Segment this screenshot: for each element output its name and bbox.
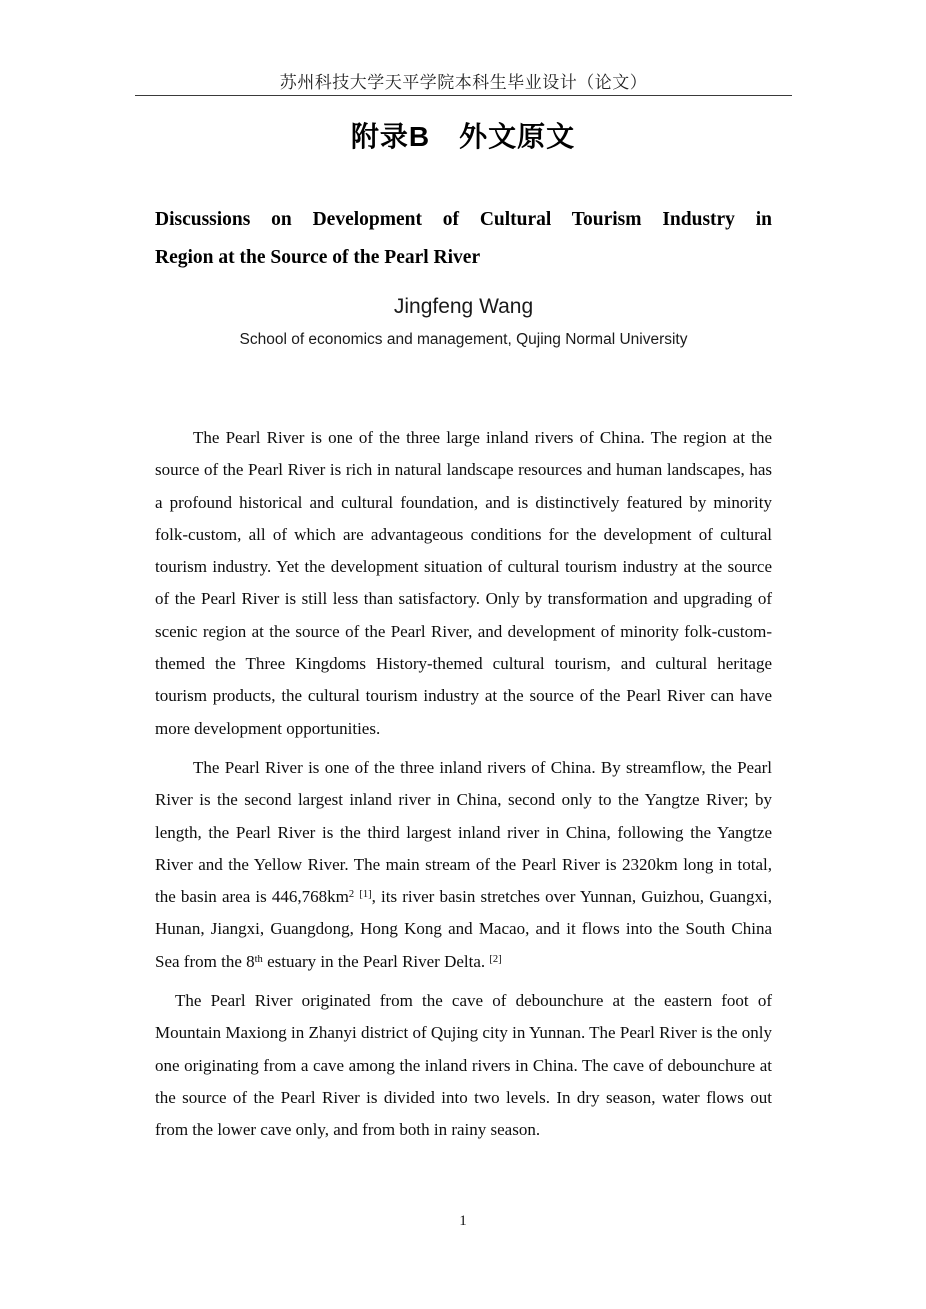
- affiliation: School of economics and management, Qujing Normal University: [239, 331, 688, 348]
- page-number: 1: [459, 1213, 467, 1229]
- appendix-title: 附录B 外文原文: [350, 121, 576, 152]
- superscript-reference: [2]: [489, 953, 502, 965]
- paragraph-text: estuary in the Pearl River Delta.: [262, 951, 490, 971]
- superscript-reference: 2: [348, 889, 355, 901]
- article-title: [155, 201, 772, 276]
- paragraph-text: , its river basin stretches over Yunnan, Guizhou, Guangxi, Hunan, Jiangxi, Guangdong, Hong Kong and Macao, and it flows into the South China Sea from the 8: [155, 887, 773, 971]
- paragraph: [155, 422, 772, 745]
- paragraph: [155, 985, 772, 1146]
- article-title-line2: Region at the Source of the Pearl River: [155, 246, 481, 268]
- paragraph-text: The Pearl River originated from the cave of debounchure at the eastern foot of Mountain Maxiong in Zhanyi district of Qujing city in Yunnan. The Pearl River is the only one originating from a cave among the inland rivers in China. The cave of debounchure at the source of the Pearl River is divided into two levels. In dry season, water flows out from the lower cave only, and from both in rainy season.: [155, 991, 772, 1140]
- body-paragraphs: [155, 422, 772, 1147]
- superscript-reference: [1]: [359, 889, 372, 901]
- page-header: 苏州科技大学天平学院本科生毕业设计（论文）: [135, 68, 792, 96]
- paragraph: [155, 752, 772, 978]
- author-name: Jingfeng Wang: [393, 295, 534, 318]
- article-title-line1: Discussions on Development of Cultural Tourism Industry in: [155, 209, 772, 230]
- superscript-reference: th: [254, 953, 263, 965]
- paragraph-text: The Pearl River is one of the three inland rivers of China. By streamflow, the Pearl River is the second largest inland river in China, second only to the Yangtze River; by length, the Pearl River is the third largest inland river in China, following the Yangtze River and the Yellow River. The main stream of the Pearl River is 2320km long in total, the basin area is 446,768km: [155, 757, 772, 907]
- paragraph-text: The Pearl River is one of the three large inland rivers of China. The region at the source of the Pearl River is rich in natural landscape resources and human landscapes, has a profound historical and cultural foundation, and is distinctively featured by minority folk-custom, all of which are advantageous conditions for the development of cultural tourism industry. Yet the development situation of cultural tourism industry at the source of the Pearl River is still less than satisfactory. Only by transformation and upgrading of scenic region at the source of the Pearl River, and development of minority folk-custom-themed the Three Kingdoms History-themed cultural tourism, and cultural heritage tourism products, the cultural tourism industry at the source of the Pearl River can have more development opportunities.: [155, 428, 772, 738]
